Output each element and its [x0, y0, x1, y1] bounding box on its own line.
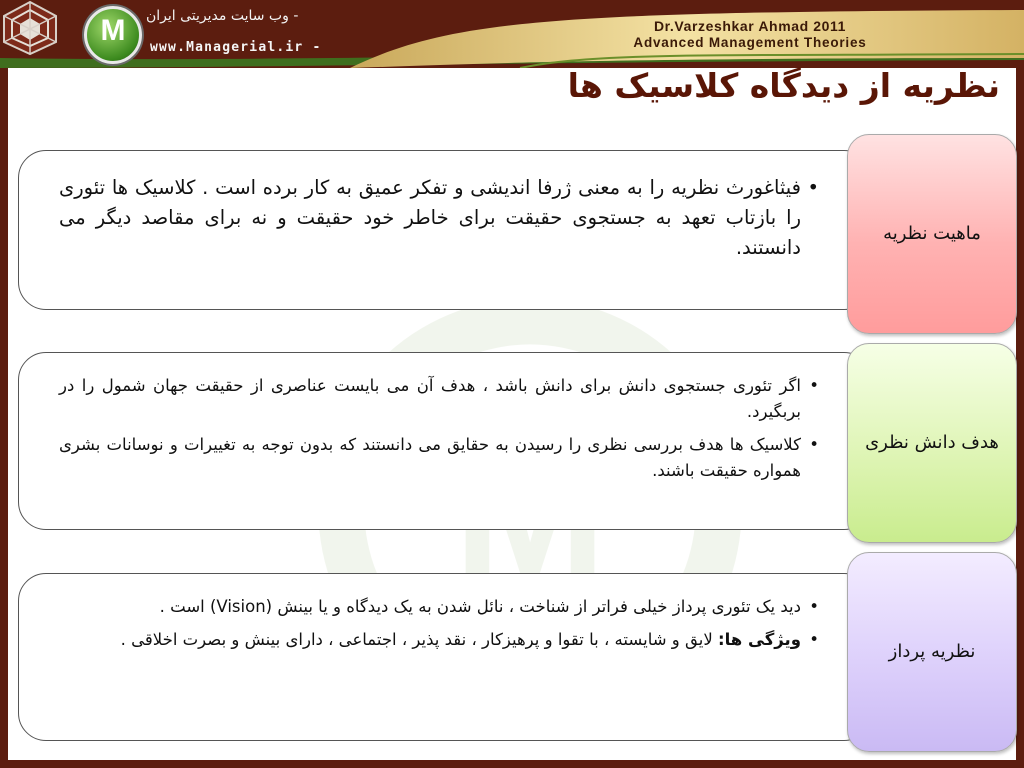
- bullet-item: • کلاسیک ها هدف بررسی نظری را رسیدن به حقایق می دانستند که بدون توجه به تغییرات و نوسانات بشری همواره حقیقت باشند.: [59, 432, 819, 484]
- bullet-item: • ویژگی ها: لایق و شایسته ، با تقوا و پرهیزکار ، نقد پذیر ، اجتماعی ، دارای بینش و بصرت اخلاقی .: [59, 627, 819, 653]
- row-label-theorist: نظریه پرداز: [847, 552, 1017, 752]
- brand-course: Advanced Management Theories: [633, 35, 867, 50]
- site-url[interactable]: www.Managerial.ir -: [150, 40, 322, 55]
- row-nature-content: [18, 150, 872, 310]
- logo-emblem-icon: [0, 0, 60, 56]
- header-banner: [0, 0, 1024, 68]
- frame-right: [1016, 0, 1024, 768]
- site-name: - وب سایت مدیریتی ایران: [146, 8, 299, 24]
- row-theorist-content: [18, 573, 872, 741]
- logo-letter: M: [100, 14, 126, 47]
- row-label-goal: هدف دانش نظری: [847, 343, 1017, 543]
- managerial-logo: [84, 6, 142, 64]
- frame-left: [0, 0, 8, 768]
- brand-author: Dr.Varzeshkar Ahmad 2011: [653, 18, 847, 34]
- bullet-item: • اگر تئوری جستجوی دانش برای دانش باشد ، هدف آن می بایست عناصری از حقیقت جهان شمول را در بربگیرد.: [59, 373, 819, 425]
- frame-bottom: [0, 760, 1024, 768]
- row-goal-content: [18, 352, 872, 530]
- bullet-item: • فیثاغورث نظریه را به معنی ژرفا اندیشی و تفکر عمیق به کار برده است . کلاسیک ها تئوری را بازتاب تعهد به جستجوی حقیقت برای خاطر خود حقیقت و نه برای مقاصد دیگر می دانستند.: [59, 173, 819, 263]
- row-label-nature: ماهیت نظریه: [847, 134, 1017, 334]
- page-title: نظریه از دیدگاه کلاسیک ها: [567, 66, 1000, 105]
- bullet-item: • دید یک تئوری پرداز خیلی فراتر از شناخت ، نائل شدن به یک دیدگاه و یا بینش (Vision) است .: [59, 594, 819, 620]
